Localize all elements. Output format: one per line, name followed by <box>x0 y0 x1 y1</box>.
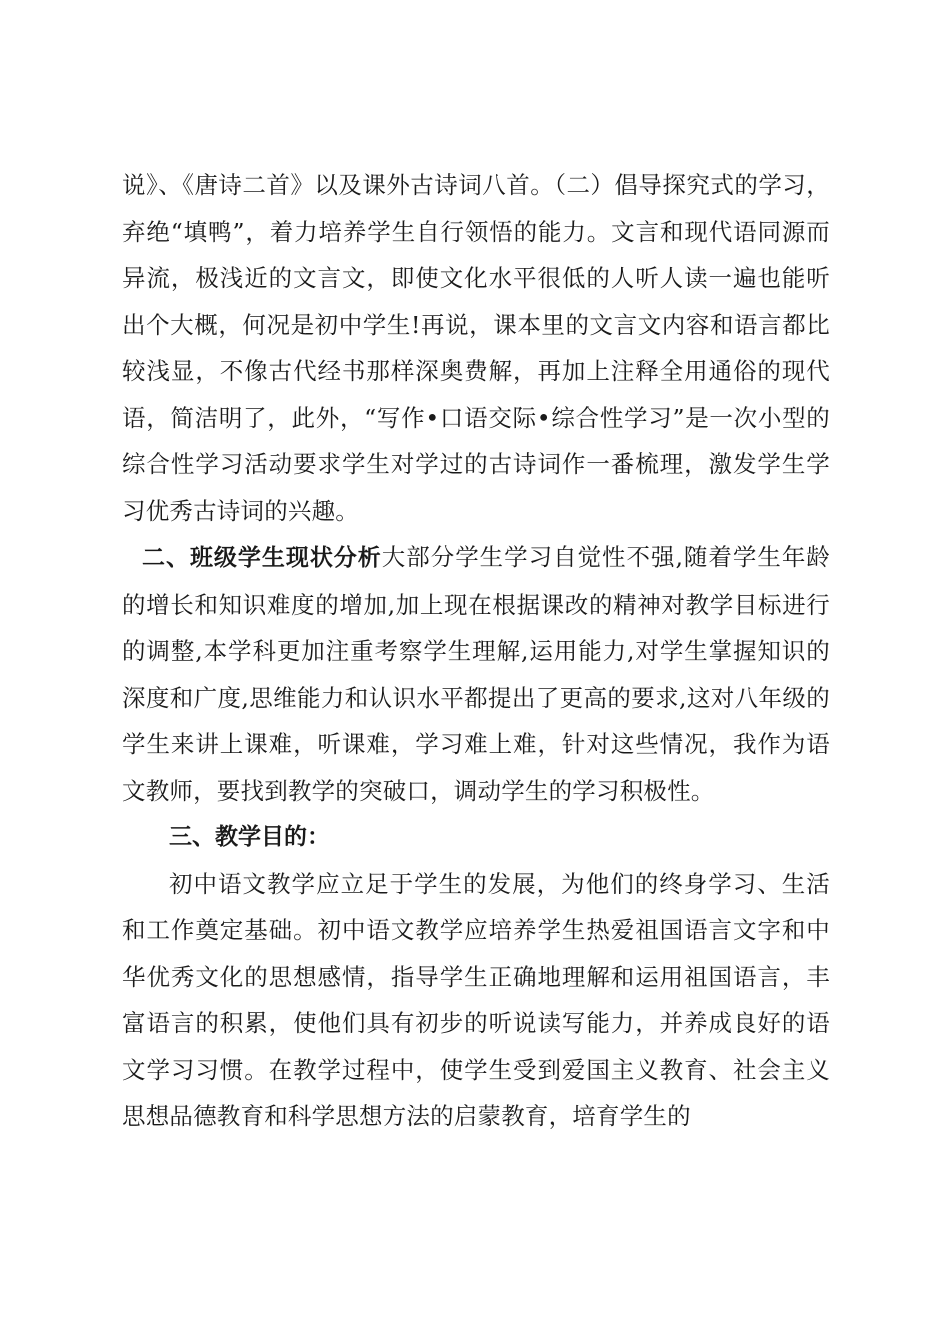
document-page <box>122 162 830 1140</box>
section-2-heading: 二、班级学生现状分析 <box>142 545 382 571</box>
paragraph-1: 说》、《唐诗二首》以及课外古诗词八首。（二）倡导探究式的学习，弃绝“填鸭”，着力培养学生自行领悟的能力。文言和现代语同源而异流，极浅近的文言文，即使文化水平很低的人听人读一遍也能听出个大概，何况是初中学生!再说，课本里的文言文内容和语言都比较浅显，不像古代经书那样深奥费解，再加上注释全用通俗的现代语，简洁明了，此外，“写作•口语交际•综合性学习”是一次小型的综合性学习活动要求学生对学过的古诗词作一番梳理，激发学生学习优秀古诗词的兴趣。 <box>122 171 830 525</box>
section-2-paragraph <box>122 534 830 814</box>
section-3-heading: 三、教学目的： <box>169 824 330 850</box>
section-2-body: 大部分学生学习自觉性不强,随着学生年龄的增长和知识难度的增加,加上现在根据课改的精神对教学目标进行的调整,本学科更加注重考察学生理解,运用能力,对学生掌握知识的深度和广度,思维能力和认识水平都提出了更高的要求,这对八年级的学生来讲上课难，听课难，学习难上难，针对这些情况，我作为语文教师，要找到教学的突破口，调动学生的学习积极性。 <box>122 543 830 805</box>
section-3-body: 初中语文教学应立足于学生的发展，为他们的终身学习、生活和工作奠定基础。初中语文教学应培养学生热爱祖国语言文字和中华优秀文化的思想感情，指导学生正确地理解和运用祖国语言，丰富语言的积累，使他们具有初步的听说读写能力，并养成良好的语文学习习惯。在教学过程中，使学生受到爱国主义教育、社会主义思想品德教育和科学思想方法的启蒙教育，培育学生的 <box>122 869 830 1130</box>
